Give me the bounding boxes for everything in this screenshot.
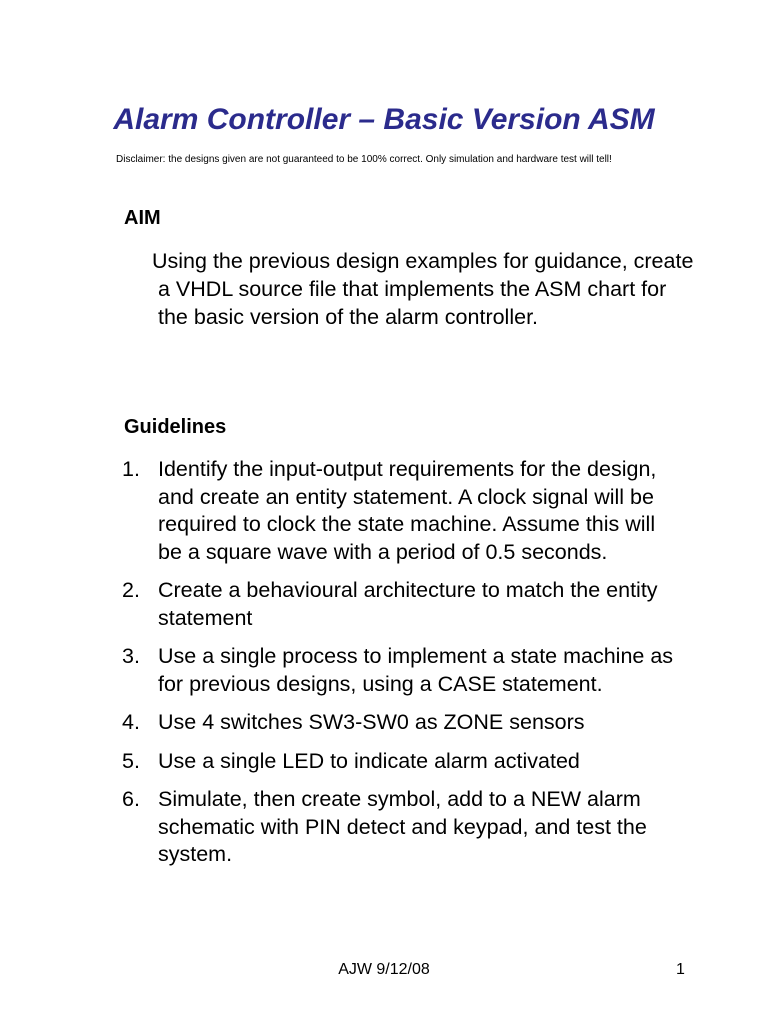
aim-heading: AIM	[124, 207, 161, 229]
guidelines-heading: Guidelines	[124, 416, 227, 438]
list-item	[122, 456, 682, 566]
list-item-number: 4.	[122, 710, 140, 734]
list-item-number: 2.	[122, 578, 140, 602]
list-item-text: Simulate, then create symbol, add to a NEW alarm schematic with PIN detect and keypad, and test the system.	[158, 787, 647, 866]
list-item	[122, 643, 682, 698]
list-item-text: Use a single LED to indicate alarm activated	[158, 748, 580, 773]
list-item	[122, 577, 682, 632]
list-item-number: 3.	[122, 644, 140, 668]
list-item-text: Identify the input-output requirements for the design, and create an entity statement. A clock signal will be required to clock the state machine. Assume this will be a square wave with a period of 0.5 seconds.	[158, 457, 657, 564]
page-number: 1	[676, 961, 685, 978]
page-title: Alarm Controller – Basic Version ASM	[113, 103, 655, 136]
list-item-number: 1.	[122, 457, 140, 481]
list-item-number: 6.	[122, 787, 140, 811]
list-item-text: Use 4 switches SW3-SW0 as ZONE sensors	[158, 710, 585, 734]
aim-text: Using the previous design examples for guidance, create a VHDL source file that implements the ASM chart for the basic version of the alarm controller.	[152, 249, 694, 329]
disclaimer-text: Disclaimer: the designs given are not guaranteed to be 100% correct. Only simulation and hardware test will tell!	[116, 154, 612, 165]
list-item	[122, 786, 682, 869]
list-item	[122, 748, 682, 776]
list-item	[122, 709, 682, 737]
list-item-text: Use a single process to implement a state machine as for previous designs, using a CASE statement.	[158, 644, 674, 696]
footer-author-date: AJW 9/12/08	[338, 961, 430, 978]
list-item-number: 5.	[122, 748, 140, 773]
guidelines-list	[122, 456, 682, 869]
list-item-text: Create a behavioural architecture to match the entity statement	[158, 578, 658, 630]
